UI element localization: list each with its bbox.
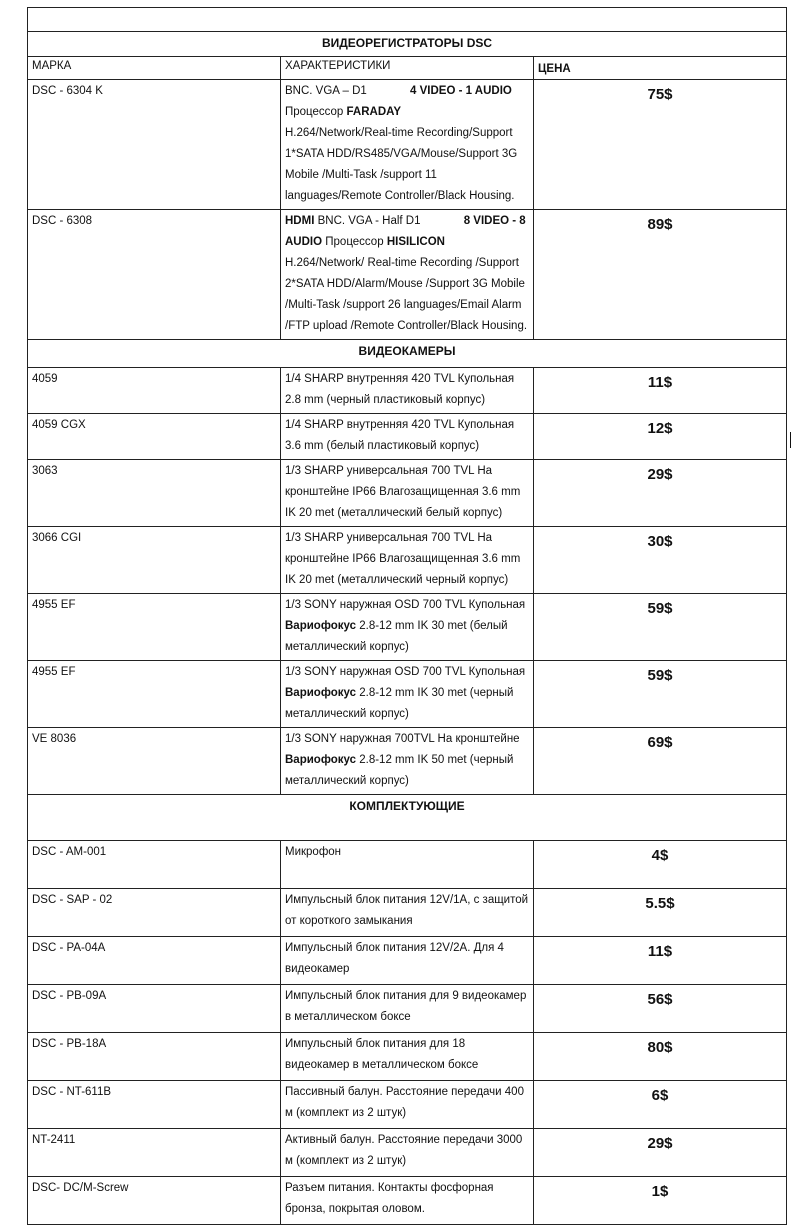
model-cell: 4955 EF	[28, 594, 281, 661]
model-cell: DSC - 6304 K	[28, 80, 281, 210]
specs-cell: 1/4 SHARP внутренняя 420 TVL Купольная 3.6 mm (белый пластиковый корпус)	[281, 414, 534, 460]
table-row	[28, 728, 787, 795]
header-row	[28, 57, 787, 80]
price-cell: 5.5$	[534, 889, 787, 937]
table-row	[28, 1081, 787, 1129]
specs-cell: Разъем питания. Контакты фосфорная бронза, покрытая оловом.	[281, 1177, 534, 1225]
price-cell: 75$	[534, 80, 787, 210]
table-row	[28, 841, 787, 889]
table-row	[28, 594, 787, 661]
table-row	[28, 937, 787, 985]
specs-cell: Импульсный блок питания 12V/1A, с защитой от короткого замыкания	[281, 889, 534, 937]
title-row	[28, 32, 787, 57]
specs-cell: BNC. VGA – D1 4 VIDEO - 1 AUDIO Процессор FARADAY H.264/Network/Real-time Recording/Support 1*SATA HDD/RS485/VGA/Mouse/Support 3G Mobile /Multi-Task /support 11 languages/Remote Controller/Black Housing.	[281, 80, 534, 210]
table-row	[28, 1129, 787, 1177]
specs-cell: 1/3 SHARP универсальная 700 TVL На кронштейне IP66 Влагозащищенная 3.6 mm IK 20 met (металлический белый корпус)	[281, 460, 534, 527]
model-cell: DSC - PA-04A	[28, 937, 281, 985]
price-cell: 30$	[534, 527, 787, 594]
model-cell: DSC - SAP - 02	[28, 889, 281, 937]
price-cell: 29$	[534, 460, 787, 527]
price-cell: 11$	[534, 937, 787, 985]
price-cell: 80$	[534, 1033, 787, 1081]
section-row	[28, 795, 787, 841]
price-cell: 69$	[534, 728, 787, 795]
section-title-cameras: ВИДЕОКАМЕРЫ	[28, 340, 787, 368]
model-cell: DSC - NT-611B	[28, 1081, 281, 1129]
price-list-sheet	[27, 7, 787, 1225]
model-cell: 3066 CGI	[28, 527, 281, 594]
blank-top-row	[28, 8, 787, 32]
model-cell: 4059 CGX	[28, 414, 281, 460]
price-cell: 11$	[534, 368, 787, 414]
specs-cell: Импульсный блок питания для 9 видеокамер в металлическом боксе	[281, 985, 534, 1033]
price-cell: 6$	[534, 1081, 787, 1129]
price-cell: 59$	[534, 594, 787, 661]
model-cell: DSC - PB-09A	[28, 985, 281, 1033]
specs-cell: Активный балун. Расстояние передачи 3000 м (комплект из 2 штук)	[281, 1129, 534, 1177]
table-row	[28, 460, 787, 527]
price-cell: 12$	[534, 414, 787, 460]
specs-cell: 1/3 SHARP универсальная 700 TVL На кронштейне IP66 Влагозащищенная 3.6 mm IK 20 met (металлический черный корпус)	[281, 527, 534, 594]
table-row	[28, 889, 787, 937]
price-cell: 89$	[534, 210, 787, 340]
table-row	[28, 210, 787, 340]
specs-cell: HDMI BNC. VGA - Half D1 8 VIDEO - 8 AUDIO Процессор HISILICON H.264/Network/ Real-time Recording /Support 2*SATA HDD/Alarm/Mouse /Support 3G Mobile /Multi-Task /support 26 languages/Email Alarm /FTP upload /Remote Controller/Black Housing.	[281, 210, 534, 340]
model-cell: 4955 EF	[28, 661, 281, 728]
price-cell: 29$	[534, 1129, 787, 1177]
column-brand: МАРКА	[28, 57, 281, 80]
column-specs: ХАРАКТЕРИСТИКИ	[281, 57, 534, 80]
model-cell: DSC - PB-18A	[28, 1033, 281, 1081]
price-table	[27, 7, 787, 1225]
model-cell: DSC - AM-001	[28, 841, 281, 889]
price-cell: 59$	[534, 661, 787, 728]
specs-cell: 1/4 SHARP внутренняя 420 TVL Купольная 2.8 mm (черный пластиковый корпус)	[281, 368, 534, 414]
table-row	[28, 1177, 787, 1225]
price-cell: 4$	[534, 841, 787, 889]
specs-cell: Пассивный балун. Расстояние передачи 400 м (комплект из 2 штук)	[281, 1081, 534, 1129]
specs-cell: Импульсный блок питания для 18 видеокамер в металлическом боксе	[281, 1033, 534, 1081]
price-cell: 56$	[534, 985, 787, 1033]
page-title: ВИДЕОРЕГИСТРАТОРЫ DSC	[28, 32, 787, 57]
price-cell: 1$	[534, 1177, 787, 1225]
specs-cell: 1/3 SONY наружная OSD 700 TVL Купольная Вариофокус 2.8-12 mm IK 30 met (черный металлический корпус)	[281, 661, 534, 728]
table-row	[28, 368, 787, 414]
table-row	[28, 1033, 787, 1081]
model-cell: 3063	[28, 460, 281, 527]
section-row	[28, 340, 787, 368]
table-row	[28, 985, 787, 1033]
model-cell: VE 8036	[28, 728, 281, 795]
specs-cell: 1/3 SONY наружная 700TVL На кронштейне Вариофокус 2.8-12 mm IK 50 met (черный металлический корпус)	[281, 728, 534, 795]
specs-cell: Микрофон	[281, 841, 534, 889]
table-row	[28, 661, 787, 728]
specs-cell: 1/3 SONY наружная OSD 700 TVL Купольная Вариофокус 2.8-12 mm IK 30 met (белый металлический корпус)	[281, 594, 534, 661]
table-row	[28, 527, 787, 594]
section-title-parts: КОМПЛЕКТУЮЩИЕ	[28, 795, 787, 841]
specs-cell: Импульсный блок питания 12V/2A. Для 4 видеокамер	[281, 937, 534, 985]
model-cell: NT-2411	[28, 1129, 281, 1177]
column-price: ЦЕНА	[534, 57, 787, 80]
model-cell: DSC - 6308	[28, 210, 281, 340]
model-cell: 4059	[28, 368, 281, 414]
table-row	[28, 414, 787, 460]
table-row	[28, 80, 787, 210]
text-cursor	[790, 432, 791, 448]
model-cell: DSC- DC/M-Screw	[28, 1177, 281, 1225]
